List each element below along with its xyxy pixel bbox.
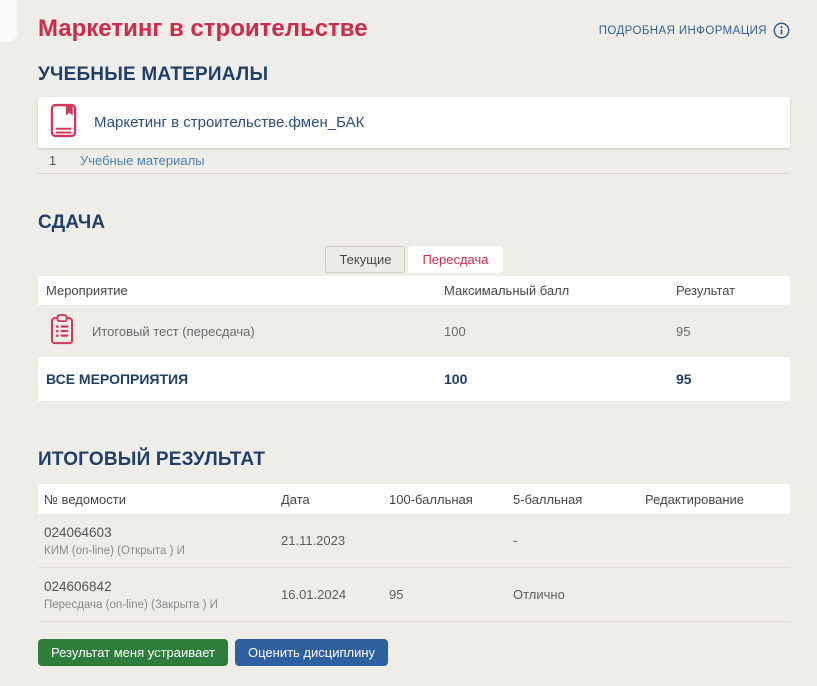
info-icon[interactable] <box>773 22 790 39</box>
rate-discipline-button[interactable]: Оценить дисциплину <box>235 639 388 666</box>
materials-heading: УЧЕБНЫЕ МАТЕРИАЛЫ <box>38 64 269 85</box>
all-events-row <box>38 357 790 401</box>
submission-heading: СДАЧА <box>38 212 106 233</box>
page-edge-artifact <box>0 0 17 42</box>
col-editing: Редактирование <box>645 491 745 507</box>
sheet-date: 16.01.2024 <box>281 587 347 602</box>
event-max-score: 100 <box>444 323 466 339</box>
col-100-scale: 100-балльная <box>389 491 473 507</box>
col-result: Результат <box>676 283 736 298</box>
clipboard-test-icon <box>50 314 74 348</box>
final-table-header <box>38 484 790 514</box>
col-sheet-number: № ведомости <box>44 491 126 507</box>
material-row <box>38 148 790 174</box>
submission-tabs <box>38 246 790 273</box>
score-100: 95 <box>389 587 404 602</box>
course-card-title: Маркетинг в строительстве.фмен_БАК <box>94 114 365 131</box>
tab-retake[interactable]: Пересдача <box>408 246 502 273</box>
sheet-description: Пересдача (on-line) (Закрыта ) И <box>44 598 218 611</box>
detailed-info-link[interactable] <box>599 22 790 39</box>
submission-table <box>38 276 790 401</box>
book-icon <box>50 103 77 143</box>
table-row[interactable] <box>38 305 790 357</box>
sheet-number: 024064603 <box>44 524 112 540</box>
page-header <box>38 15 790 43</box>
table-row <box>38 568 790 622</box>
final-result-heading: ИТОГОВЫЙ РЕЗУЛЬТАТ <box>38 449 266 470</box>
submission-table-header <box>38 276 790 305</box>
table-row <box>38 514 790 568</box>
event-result: 95 <box>676 323 691 339</box>
bottom-actions <box>38 639 790 666</box>
event-name: Итоговый тест (пересдача) <box>92 323 255 339</box>
col-event: Мероприятие <box>46 283 128 298</box>
sheet-number: 024606842 <box>44 578 112 594</box>
accept-result-button[interactable]: Результат меня устраивает <box>38 639 228 666</box>
col-date: Дата <box>281 491 310 507</box>
col-max-score: Максимальный балл <box>444 283 570 298</box>
course-material-card[interactable] <box>38 97 790 148</box>
all-events-result: 95 <box>676 371 692 387</box>
all-events-label: ВСЕ МЕРОПРИЯТИЯ <box>46 371 189 387</box>
score-5: Отлично <box>513 587 565 602</box>
all-events-max: 100 <box>444 371 468 387</box>
material-link[interactable]: Учебные материалы <box>80 153 205 168</box>
page-title: Маркетинг в строительстве <box>38 15 368 42</box>
sheet-date: 21.11.2023 <box>281 533 346 548</box>
sheet-description: КИМ (on-line) (Открыта ) И <box>44 544 185 557</box>
col-5-scale: 5-балльная <box>513 491 583 507</box>
detailed-info-label: ПОДРОБНАЯ ИНФОРМАЦИЯ <box>598 24 767 37</box>
material-number: 1 <box>49 153 57 168</box>
tab-current[interactable]: Текущие <box>325 246 405 273</box>
final-result-table <box>38 484 790 622</box>
score-5: - <box>513 533 518 548</box>
